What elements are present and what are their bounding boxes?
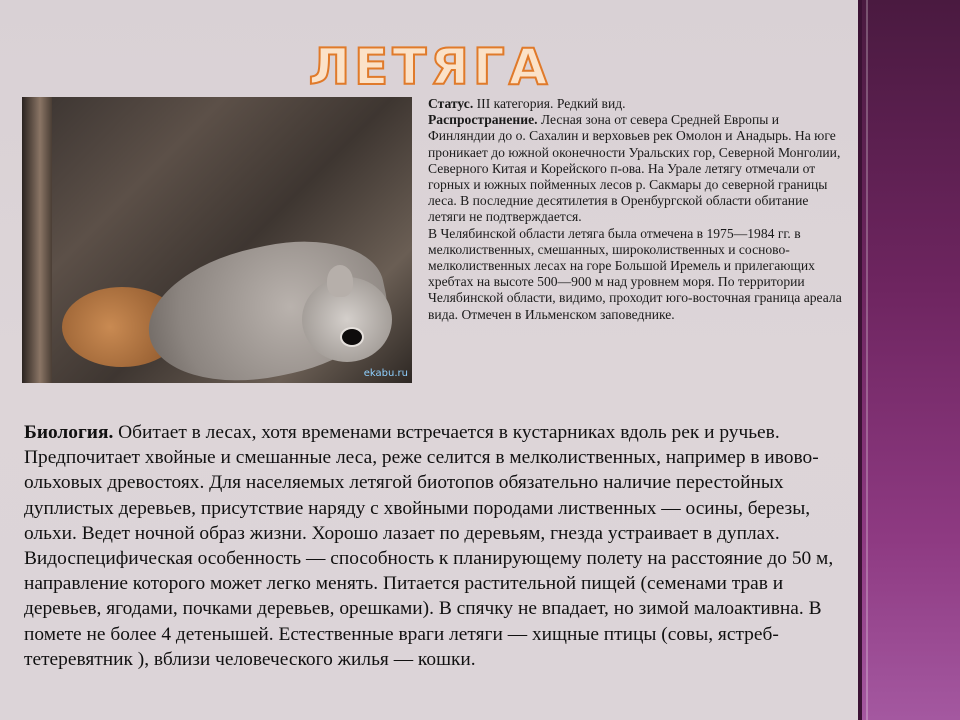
biology-block: [24, 420, 844, 672]
side-stripe-light: [866, 0, 868, 720]
slide-title: ЛЕТЯГА: [308, 38, 552, 96]
status-block: [428, 96, 848, 323]
biology-label: Биология.: [24, 422, 114, 443]
photo-watermark: ekabu.ru: [363, 368, 408, 379]
range-paragraph: [428, 112, 848, 225]
squirrel-ear: [327, 265, 353, 297]
photo-wood-ledge: [22, 97, 52, 383]
decorative-side-band: [858, 0, 960, 720]
squirrel-eye: [340, 327, 364, 347]
chelyabinsk-paragraph: В Челябинской области летяга была отмечена в 1975—1984 гг. в мелколиственных, смешанных, широколиственных и сосново-мелколиственных лесах на горе Большой Иремель и прилегающих хребтах на высоте 500—900 м над уровнем моря. По территории Челябинской области, видимо, проходит юго-восточная граница ареала вида. Отмечен в Ильменском заповеднике.: [428, 225, 842, 322]
side-stripe-dark: [858, 0, 862, 720]
flying-squirrel-photo: [22, 97, 412, 383]
range-text: Лесная зона от севера Средней Европы и Финляндии до о. Сахалин и верховьев рек Омолон и Анадырь. На юге проникает до южной оконечности Уральских гор, Северной Монголии, Северного Китая и Корейского п-ова. На Урале летягу отмечали от горных и южных пойменных лесов р. Сакмары до северной границы леса. В последние десятилетия в Оренбургской области обитание летяги не подтверждается.: [428, 112, 841, 225]
status-label: Статус.: [428, 96, 474, 111]
status-text: III категория. Редкий вид.: [473, 96, 626, 111]
range-label: Распространение.: [428, 112, 538, 128]
biology-text: Обитает в лесах, хотя временами встречается в кустарниках вдоль рек и ручьев. Предпочитает хвойные и смешанные леса, реже селится в мелколиственных, например в ивово-ольховых древостоях. Для населяемых летягой биотопов обязательно наличие перестойных дуплистых деревьев, присутствие наряду с хвойными породами лиственных — осины, березы, ольхи. Ведет ночной образ жизни. Хорошо лазает по деревьям, гнезда устраивает в дуплах. Видоспецифическая особенность — способность к планирующему полету на расстояние до 50 м, направление которого может легко менять. Питается растительной пищей (семенами трав и деревьев, ягодами, почками деревьев, орешками). В спячку не впадает, но зимой малоактивна. В помете не более 4 детенышей. Естественные враги летяги — хищные птицы (совы, ястреб-тетеревятник ), вблизи человеческого жилья — кошки.: [24, 422, 834, 670]
status-paragraph: [428, 96, 848, 112]
